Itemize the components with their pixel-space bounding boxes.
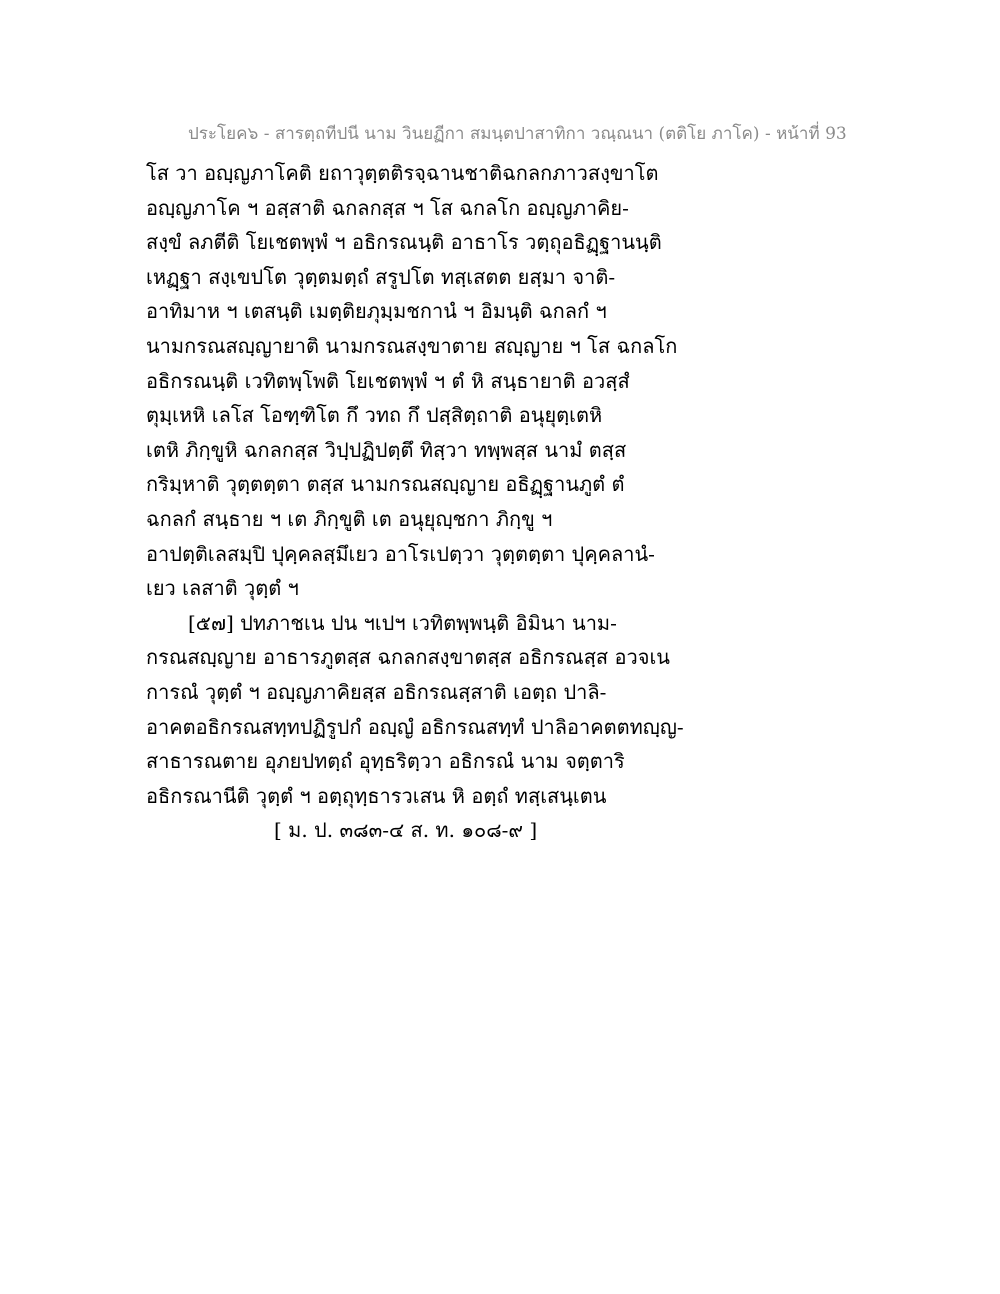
text-line: อาทิมาห ฯ เตสนฺติ เมตฺติยภุมฺมชกานํ ฯ อิมนฺติ ฉกลกํ ฯ — [146, 299, 607, 324]
text-line: สงฺขํ ลภตีติ โยเชตพฺพํ ฯ อธิกรณนฺติ อาธาโร วตฺถุอธิฏฺฐานนฺติ — [146, 230, 662, 255]
paragraph-start-line: [๕๗] ปทภาชเน ปน ฯเปฯ เวทิตพฺพนฺติ อิมินา นาม- — [188, 610, 617, 635]
reference-line: [ ม. ป. ๓๘๓-๔ ส. ท. ๑๐๘-๙ ] — [274, 818, 538, 843]
text-line: เตหิ ภิกฺขูหิ ฉกลกสฺส วิปฺปฏิปตฺตึ ทิสฺวา ทพฺพสฺส นามํ ตสฺส — [146, 437, 627, 462]
text-line: อาคตอธิกรณสทฺทปฏิรูปกํ อญฺญํ อธิกรณสทฺทํ ปาลิอาคตตทญฺญ- — [146, 714, 684, 739]
text-line: อธิกรณนฺติ เวทิตพฺโพติ โยเชตพฺพํ ฯ ตํ หิ สนฺธายาติ อวสฺสํ — [146, 368, 630, 393]
text-line: สาธารณตาย อุภยปทตฺถํ อุทฺธริตฺวา อธิกรณํ นาม จตฺตาริ — [146, 749, 625, 774]
text-line: อญฺญภาโค ฯ อสฺสาติ ฉกลกสฺส ฯ โส ฉกลโก อญฺญภาคิย- — [146, 195, 629, 220]
text-line: อาปตฺติเลสมฺปิ ปุคฺคลสฺมึเยว อาโรเปตฺวา วุตฺตตฺตา ปุคฺคลานํ- — [146, 541, 655, 566]
text-line: นามกรณสญฺญายาติ นามกรณสงฺขาตาย สญฺญาย ฯ โส ฉกลโก — [146, 333, 678, 358]
text-line: กริมฺหาติ วุตฺตตฺตา ตสฺส นามกรณสญฺญาย อธิฏฺฐานภูตํ ตํ — [146, 472, 625, 497]
text-line: เหฏฺฐา สงฺเขปโต วุตฺตมตฺถํ สรูปโต ทสฺเสตต ยสฺมา จาติ- — [146, 264, 616, 289]
text-line: เยว เลสาติ วุตฺตํ ฯ — [146, 576, 299, 601]
text-line: โส วา อญฺญภาโคติ ยถาวุตฺตติรจฺฉานชาติฉกลกภาวสงฺขาโต — [146, 161, 659, 185]
text-line: อธิกรณานีติ วุตฺตํ ฯ อตฺถุทฺธารวเสน หิ อตฺถํ ทสฺเสนฺเตน — [146, 783, 607, 808]
page-header: ประโยค๖ - สารตฺถทีปนี นาม วินยฏีกา สมนฺตปาสาทิกา วณฺณนา (ตติโย ภาโค) - หน้าที่ 93 — [188, 124, 847, 144]
text-line: ฉกลกํ สนฺธาย ฯ เต ภิกฺขูติ เต อนุยุญฺชกา ภิกฺขู ฯ — [146, 506, 553, 531]
text-line: กรณสญฺญาย อาธารภูตสฺส ฉกลกสงฺขาตสฺส อธิกรณสฺส อวจเน — [146, 645, 670, 670]
text-line: ตุมฺเหหิ เลโส โอฑฺฑิโต กึ วทถ กึ ปสฺสิตฺถาติ อนุยุตฺเตหิ — [146, 403, 603, 428]
text-line: การณํ วุตฺตํ ฯ อญฺญภาคิยสฺส อธิกรณสฺสาติ เอตฺถ ปาลิ- — [146, 679, 607, 704]
body-text — [146, 156, 686, 848]
